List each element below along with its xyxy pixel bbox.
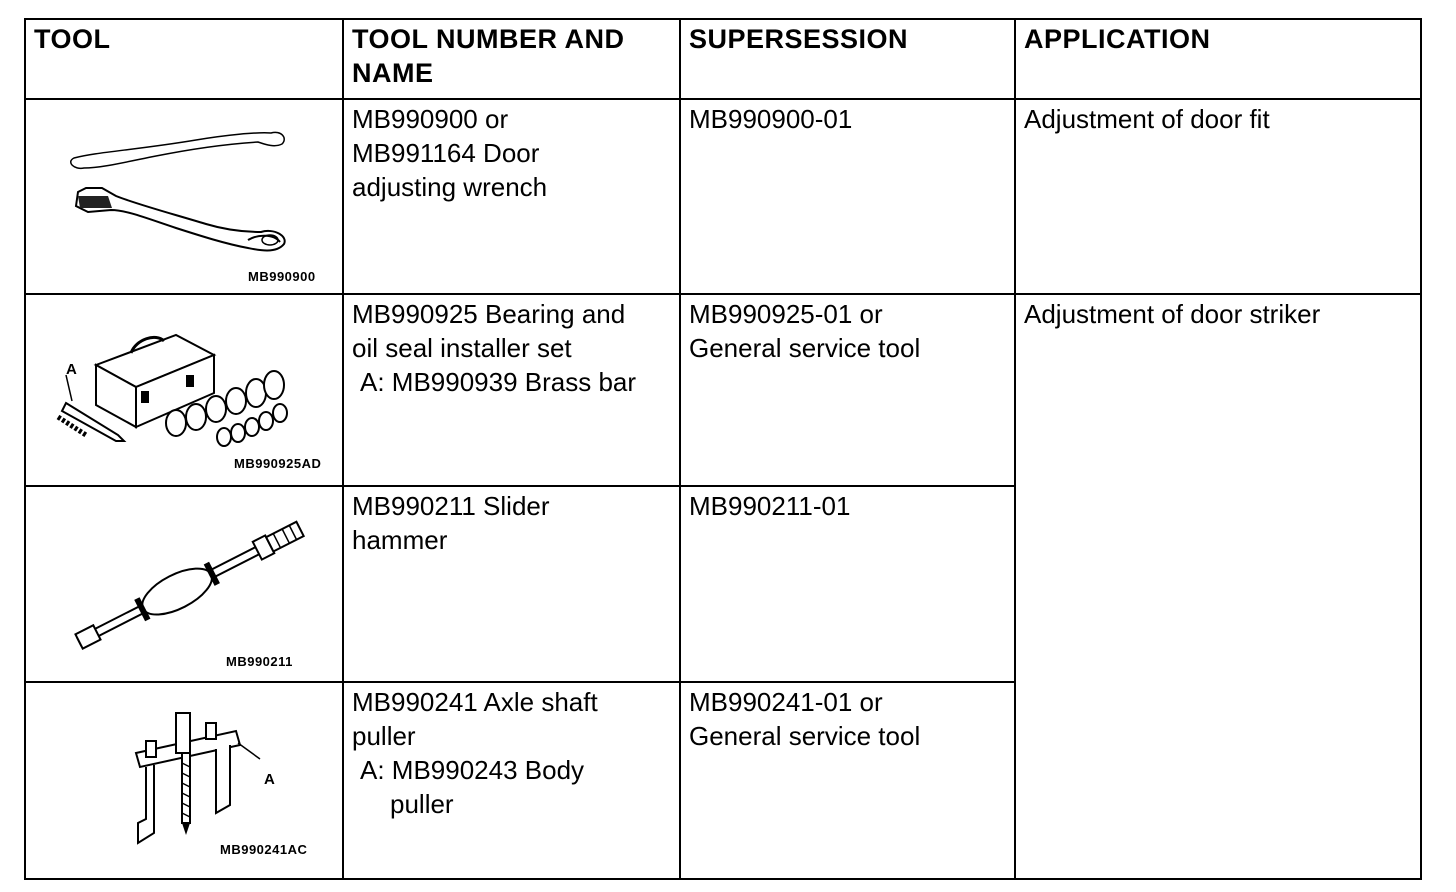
special-tools-table: [24, 18, 1422, 880]
supersession-cell: MB990241-01 or General service tool: [680, 682, 1015, 879]
application-cell: Adjustment of door striker: [1015, 294, 1421, 879]
application-cell: Adjustment of door fit: [1015, 99, 1421, 294]
tool-number-and-name-cell: MB990211 Slider hammer: [343, 486, 680, 682]
tool-image-cell: [25, 486, 343, 682]
tool-image-cell: [25, 682, 343, 879]
tool-image-cell: [25, 99, 343, 294]
header-application: APPLICATION: [1015, 19, 1421, 99]
item-letter-label: A: [264, 771, 276, 788]
tool-image-caption: MB990925AD: [234, 456, 322, 471]
tool-number-and-name-cell: MB990241 Axle shaft puller A: MB990243 Body puller: [343, 682, 680, 879]
supersession-cell: MB990211-01: [680, 486, 1015, 682]
slider-hammer-icon: [26, 487, 342, 683]
table-row: [25, 99, 1421, 294]
tool-number-and-name-cell: MB990925 Bearing and oil seal installer set A: MB990939 Brass bar: [343, 294, 680, 486]
header-supersession: SUPERSESSION: [680, 19, 1015, 99]
tool-image-cell: [25, 294, 343, 486]
supersession-cell: MB990925-01 or General service tool: [680, 294, 1015, 486]
supersession-cell: MB990900-01: [680, 99, 1015, 294]
tool-image-caption: MB990241AC: [220, 842, 308, 857]
header-tool: TOOL: [25, 19, 343, 99]
item-letter-label: A: [66, 361, 78, 378]
table-row: [25, 294, 1421, 486]
tool-number-and-name-cell: MB990900 or MB991164 Door adjusting wrench: [343, 99, 680, 294]
header-tool-number-and-name: TOOL NUMBER AND NAME: [343, 19, 680, 99]
tool-image-caption: MB990211: [226, 654, 293, 669]
tool-image-caption: MB990900: [248, 269, 316, 284]
header-row: [25, 19, 1421, 99]
